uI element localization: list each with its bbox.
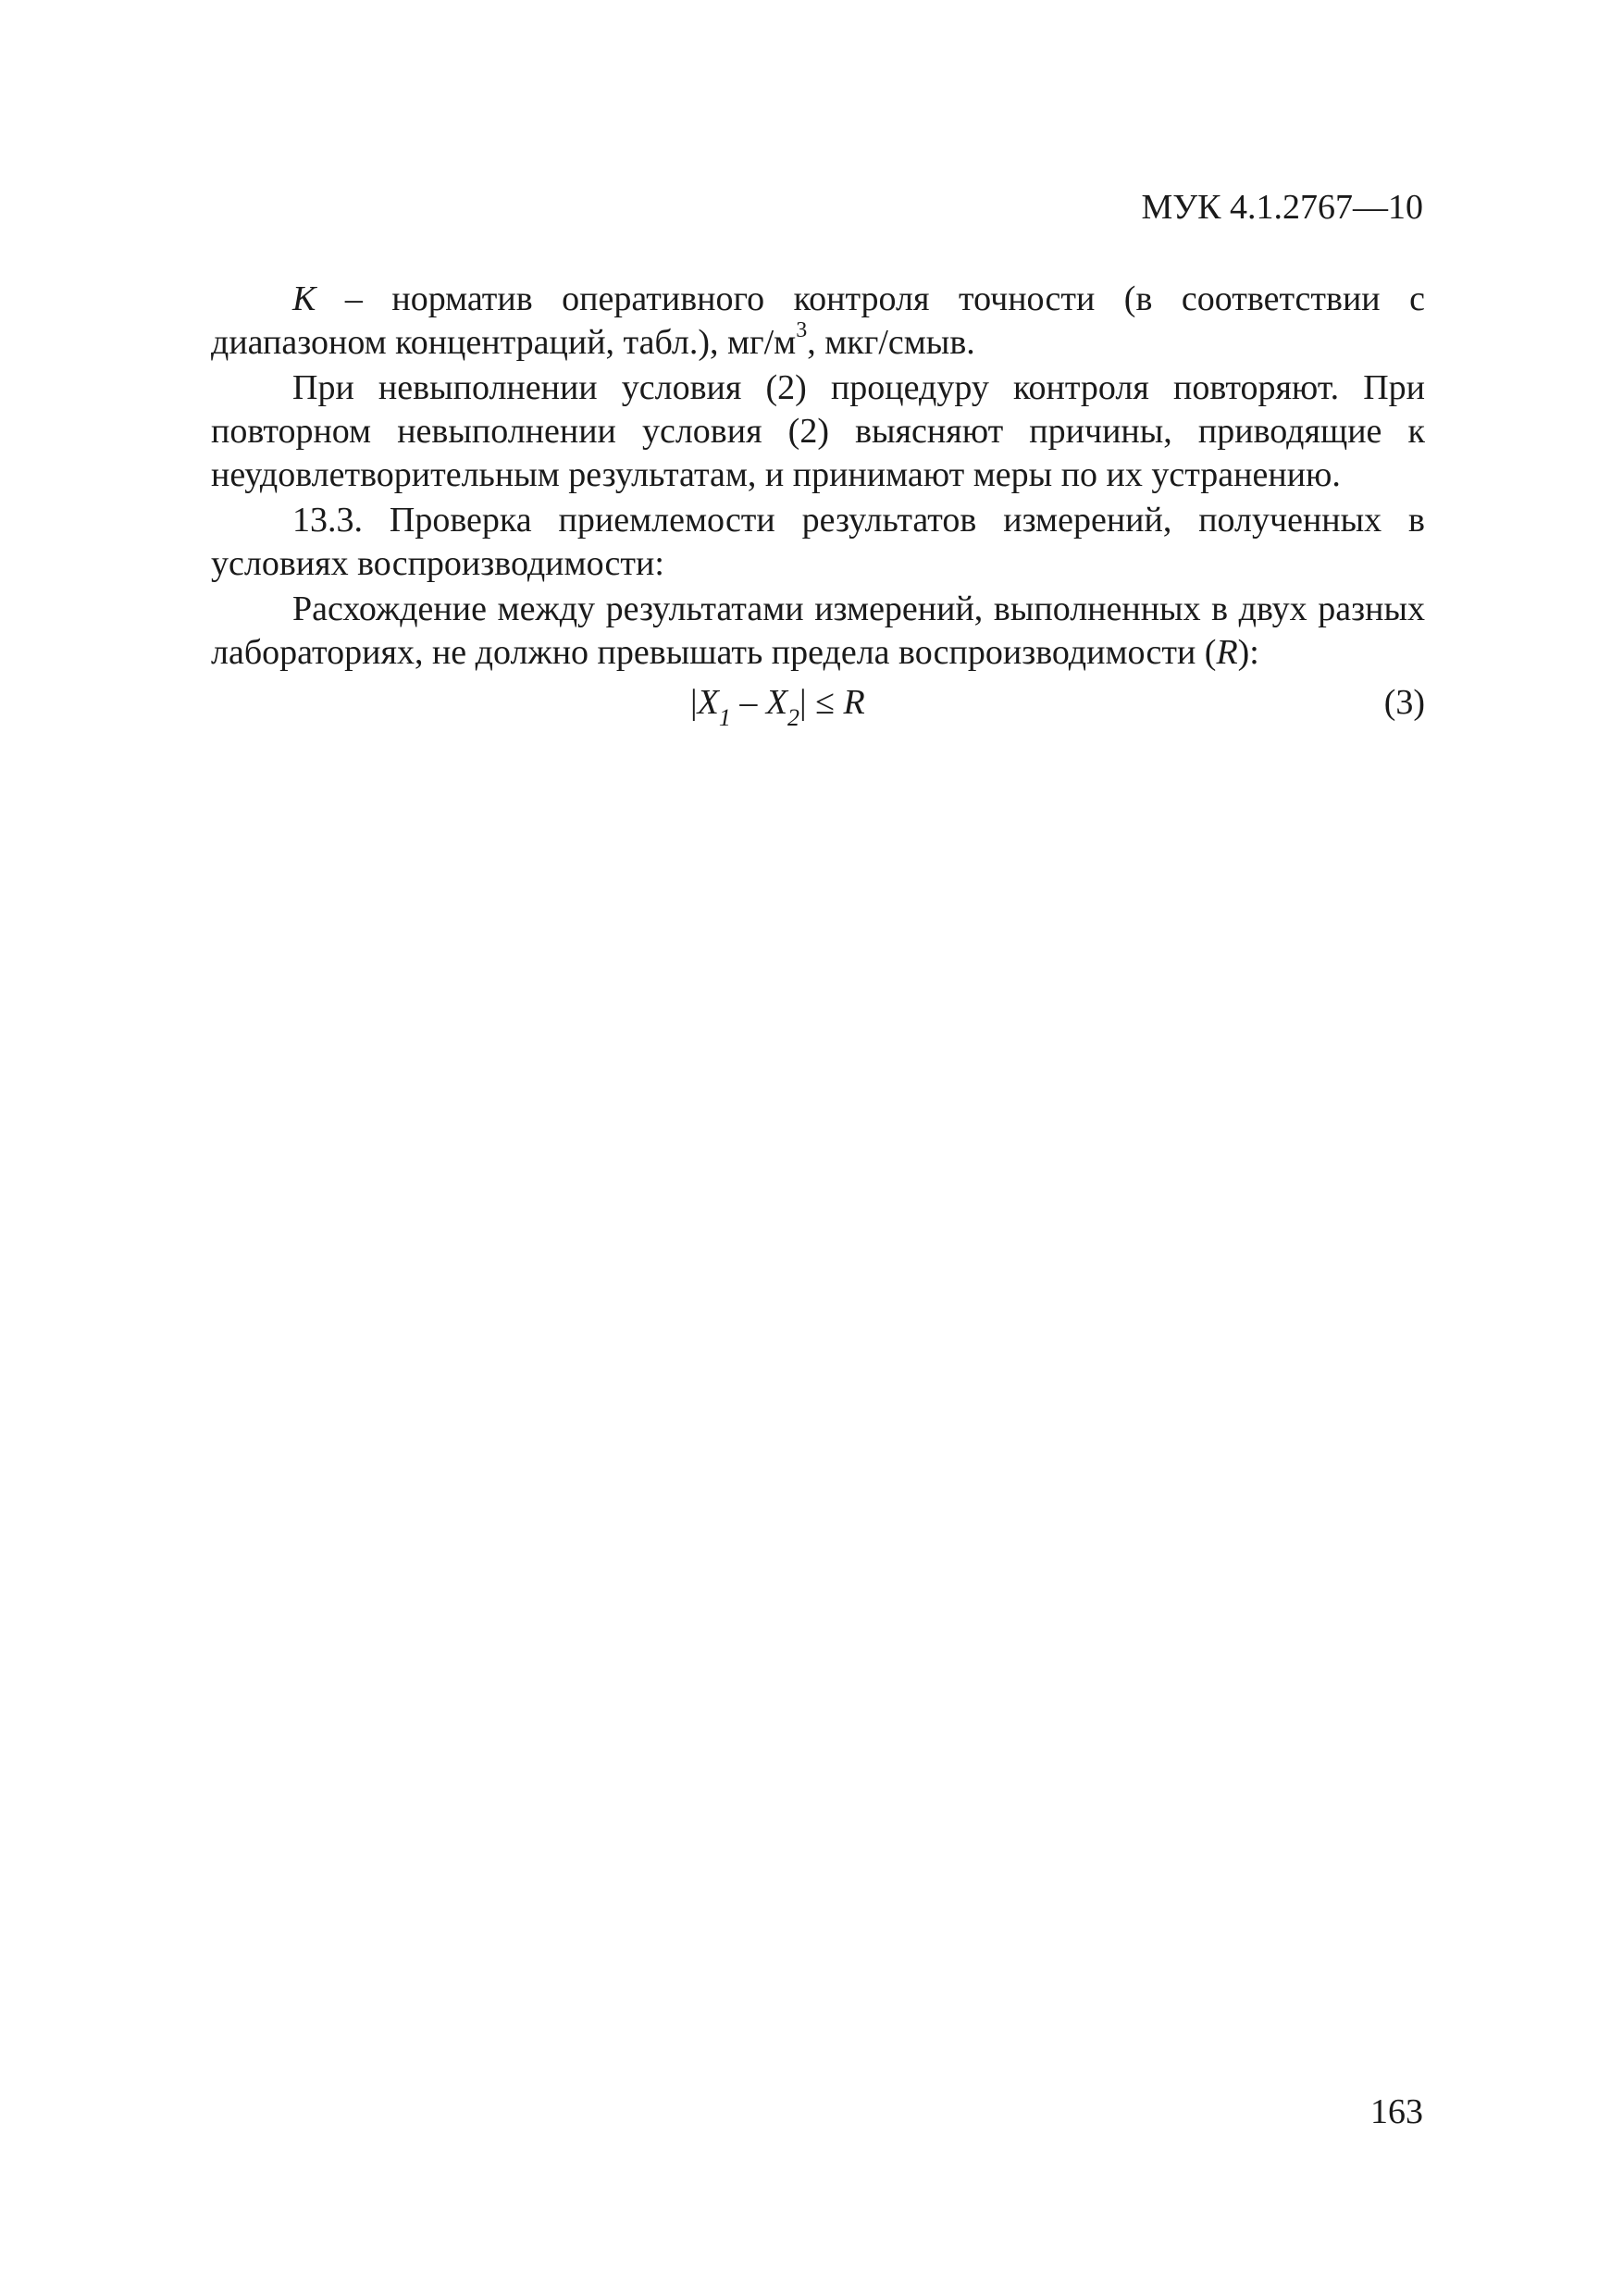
formula-row: [211, 680, 1425, 732]
formula-x2-subscript: 2: [787, 703, 800, 731]
paragraph-k-definition: [211, 278, 1425, 365]
k-definition-tail: , мкг/смыв.: [807, 323, 975, 362]
formula-3: [690, 680, 865, 731]
symbol-k: K: [292, 279, 316, 318]
abs-bar-close: |: [799, 683, 807, 722]
paragraph-reproducibility: [211, 588, 1425, 675]
body-text: [211, 278, 1425, 732]
symbol-r: R: [1216, 633, 1238, 672]
reproducibility-close: ):: [1237, 633, 1259, 672]
abs-bar-open: |: [690, 683, 698, 722]
formula-x1-subscript: 1: [718, 703, 731, 731]
formula-x1: X: [697, 683, 719, 722]
page-number: 163: [1370, 2092, 1423, 2131]
formula-r: R: [843, 683, 865, 722]
formula-x2: X: [765, 683, 788, 722]
k-definition-text: – норматив оперативного контроля точности (в соответствии с диапазоном концентраций, табл.), мг/м: [211, 279, 1425, 362]
paragraph-section-13-3: 13.3. Проверка приемлемости результатов измерений, полученных в условиях воспроизводимости:: [211, 501, 1425, 583]
unit-superscript: 3: [796, 318, 808, 343]
document-code-header: МУК 4.1.2767—10: [1141, 188, 1423, 227]
formula-relation: ≤: [806, 683, 844, 722]
paragraph-repeat-control: При невыполнении условия (2) процедуру контроля повторяют. При повторном невыполнении условия (2) выясняют причины, приводящие к неудовлетворительным результатам, и принимают меры по их устранению.: [211, 368, 1425, 494]
reproducibility-text: Расхождение между результатами измерений, выполненных в двух разных лабораториях, не должно превышать предела воспроизводимости (: [211, 590, 1425, 672]
formula-minus: –: [730, 683, 766, 722]
formula-number: (3): [1383, 683, 1425, 722]
